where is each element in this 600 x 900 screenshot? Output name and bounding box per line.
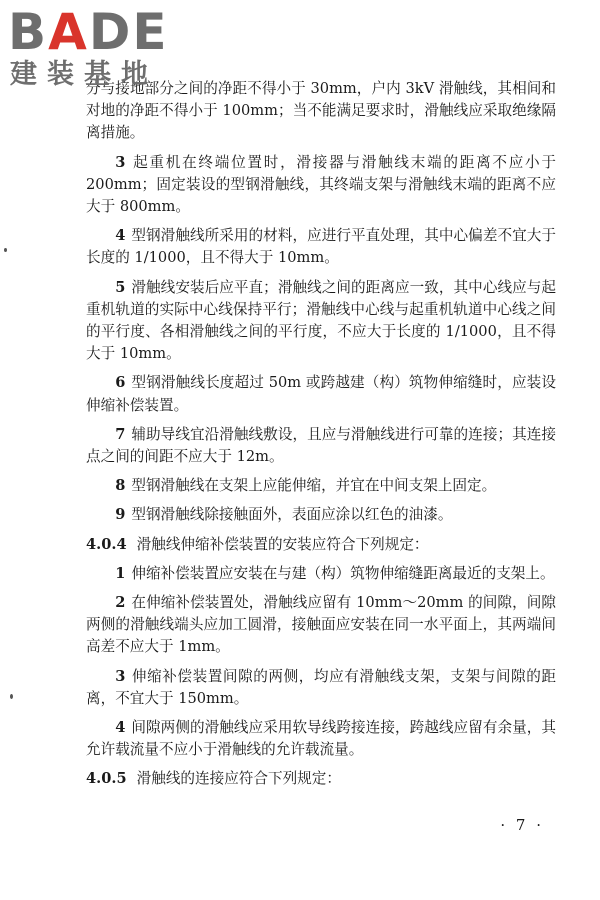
paragraph-text: 伸缩补偿装置应安装在与建（构）筑物伸缩缝距离最近的支架上。 [131,564,555,582]
clause-heading [86,768,556,790]
paragraph-text: 在伸缩补偿装置处，滑触线应留有 10mm～20mm 的间隙，间隙两侧的滑触线端头应加工圆滑，接触面应安装在同一水平面上，其两端间高差不应大于 1mm。 [86,594,556,656]
item-number: 9 [115,506,126,524]
list-item [86,277,556,366]
list-item [86,717,556,761]
paragraph-text: 型钢滑触线所采用的材料，应进行平直处理，其中心偏差不宜大于长度的 1/1000，且不得大于 10mm。 [86,227,556,267]
clause-heading [86,534,556,556]
paragraph-text: 滑触线安装后应平直；滑触线之间的距离应一致，其中心线应与起重机轨道的实际中心线保持平行；滑触线中心线与起重机轨道中心线之间的平行度、各相滑触线之间的平行度，不应大于长度的 1/1000，且不得大于 10mm。 [86,278,556,363]
scan-speck [4,248,7,252]
paragraph-text: 起重机在终端位置时，滑接器与滑触线末端的距离不应小于 200mm；固定装设的型钢滑触线，其终端支架与滑触线末端的距离不应大于 800mm。 [86,153,556,216]
clause-text: 滑触线伸缩补偿装置的安装应符合下列规定： [136,535,429,553]
logo-letter-a: A [48,3,89,61]
clause-number: 4.0.5 [86,770,127,788]
list-item [86,372,556,416]
list-item [86,563,556,585]
item-number: 3 [115,667,126,685]
item-number: 4 [115,719,126,737]
list-item [86,504,556,526]
paragraph-text: 型钢滑触线在支架上应能伸缩，并宜在中间支架上固定。 [131,477,497,495]
paragraph-text: 辅助导线宜沿滑触线敷设，且应与滑触线进行可靠的连接；其连接点之间的间距不应大于 12m。 [86,425,556,466]
item-number: 5 [115,278,126,296]
list-item [86,592,556,659]
paragraph-text: 型钢滑触线除接触面外，表面应涂以红色的油漆。 [131,506,453,524]
paragraph-text: 型钢滑触线长度超过 50m 或跨越建（构）筑物伸缩缝时，应装设伸缩补偿装置。 [86,374,556,414]
list-item [86,424,556,468]
paragraph-text: 间隙两侧的滑触线应采用软导线跨接连接，跨越线应留有余量，其允许载流量不应小于滑触线的允许载流量。 [86,719,556,759]
logo-letter-b: B [8,3,49,61]
logo-wordmark [8,3,169,61]
item-number: 6 [115,374,126,392]
clause-text: 滑触线的连接应符合下列规定： [136,770,341,788]
paragraph-text: 伸缩补偿装置间隙的两侧，均应有滑触线支架，支架与间隙的距离，不宜大于 150mm。 [86,667,556,707]
document-body [86,78,556,798]
logo-subtitle: 建装基地 [10,59,158,90]
clause-number: 4.0.4 [86,535,127,553]
item-number: 1 [115,564,126,582]
item-number: 2 [115,594,126,612]
item-number: 4 [115,227,126,245]
list-item [86,475,556,497]
item-number: 8 [115,477,126,495]
page-number: · 7 · [500,816,544,834]
item-number: 7 [115,425,126,443]
list-item [86,152,556,219]
scan-speck [10,694,13,699]
list-item [86,225,556,269]
logo-letters-de: DE [88,3,169,61]
paragraph-continued [86,78,556,145]
list-item [86,666,556,710]
item-number: 3 [115,153,126,171]
paragraph-text: 分与接地部分之间的净距不得小于 30mm，户内 3kV 滑触线，其相间和对地的净距不得小于 100mm；当不能满足要求时，滑触线应采取绝缘隔离措施。 [86,80,556,142]
